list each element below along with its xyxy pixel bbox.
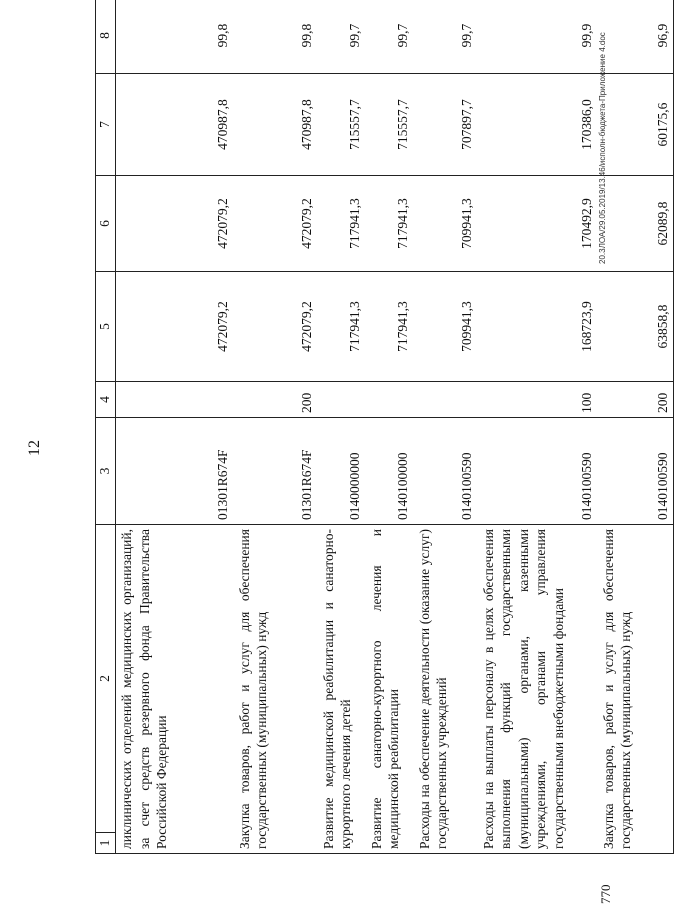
table-row [414, 0, 478, 854]
header-cell: 4 [96, 382, 116, 418]
row-value-8: 96,9 [598, 0, 674, 74]
row-name: Развитие медицинской реабилитации и санаторно-курортного лечения детей [318, 525, 366, 854]
row-value-6: 472079,2 [234, 176, 318, 272]
row-value-5: 472079,2 [234, 272, 318, 382]
row-value-7: 60175,6 [598, 74, 674, 176]
header-cell: 3 [96, 418, 116, 525]
row-value-8: 99,8 [234, 0, 318, 74]
row-value-7: 715557,7 [318, 74, 366, 176]
row-value-5: 717941,3 [366, 272, 414, 382]
row-value-7: 170386,0 [478, 74, 598, 176]
row-csr: 0140100590 [598, 418, 674, 525]
header-cell: 1 [96, 833, 116, 854]
row-value-7: 707897,7 [414, 74, 478, 176]
row-vr: 200 [234, 382, 318, 418]
row-value-7: 470987,8 [116, 74, 234, 176]
header-cell: 6 [96, 176, 116, 272]
row-csr: 0140100590 [478, 418, 598, 525]
row-vr: 100 [478, 382, 598, 418]
table-header-row [96, 0, 116, 854]
row-csr: 0140100000 [366, 418, 414, 525]
row-vr [414, 382, 478, 418]
table-row [116, 0, 234, 854]
table-row [366, 0, 414, 854]
row-name: Закупка товаров, работ и услуг для обеспечения государственных (муниципальных) нужд [598, 525, 674, 854]
header-cell: 7 [96, 74, 116, 176]
header-cell: 2 [96, 525, 116, 833]
row-name: ликлинических отделений медицинских организаций, за счет средств резервного фонда Правительства Российской Федерации [116, 525, 234, 854]
row-vr [116, 382, 234, 418]
row-csr: 0140100590 [414, 418, 478, 525]
row-csr: 0140000000 [318, 418, 366, 525]
row-vr [318, 382, 366, 418]
row-value-6: 717941,3 [366, 176, 414, 272]
row-value-8: 99,9 [478, 0, 598, 74]
page-number: 12 [26, 440, 43, 456]
table-row [234, 0, 318, 854]
corner-number: 770 [598, 884, 613, 904]
row-value-5: 168723,9 [478, 272, 598, 382]
row-value-6: 472079,2 [116, 176, 234, 272]
header-cell: 5 [96, 272, 116, 382]
row-value-8: 99,7 [366, 0, 414, 74]
table-row [318, 0, 366, 854]
row-csr: 01301R674F [116, 418, 234, 525]
row-value-7: 470987,8 [234, 74, 318, 176]
row-value-7: 715557,7 [366, 74, 414, 176]
row-value-8: 99,7 [414, 0, 478, 74]
row-name: Расходы на обеспечение деятельности (оказание услуг) государственных учреждений [414, 525, 478, 854]
row-value-6: 709941,3 [414, 176, 478, 272]
row-value-8: 99,8 [116, 0, 234, 74]
row-value-5: 709941,3 [414, 272, 478, 382]
row-value-8: 99,7 [318, 0, 366, 74]
budget-table [95, 0, 674, 854]
header-cell: 8 [96, 0, 116, 74]
row-name: Закупка товаров, работ и услуг для обеспечения государственных (муниципальных) нужд [234, 525, 318, 854]
row-name: Развитие санаторно-курортного лечения и медицинской реабилитации [366, 525, 414, 854]
row-value-5: 472079,2 [116, 272, 234, 382]
row-name: Расходы на выплаты персоналу в целях обеспечения выполнения функций государственными (муниципальными) органами, казенными учреждениями, органами управления государственными внебюджетными фондами [478, 525, 598, 854]
row-value-6: 170492,9 [478, 176, 598, 272]
row-csr: 01301R674F [234, 418, 318, 525]
row-value-5: 63858,8 [598, 272, 674, 382]
row-vr [366, 382, 414, 418]
row-value-5: 717941,3 [318, 272, 366, 382]
row-value-6: 717941,3 [318, 176, 366, 272]
row-vr: 200 [598, 382, 674, 418]
row-value-6: 62089,8 [598, 176, 674, 272]
table-row [478, 0, 598, 854]
table-row [598, 0, 674, 854]
file-info: 20.3ЛОА/29.05.2019/13.46/исполн-бюджета-Приложение 4.doc [598, 32, 607, 264]
